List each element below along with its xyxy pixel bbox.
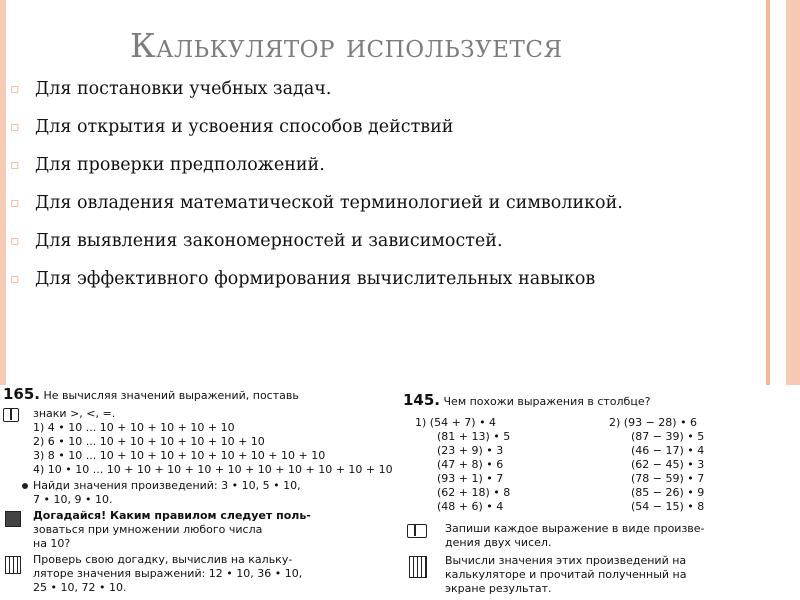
bullet-item bbox=[10, 228, 760, 266]
exercise-text: экране результат. bbox=[445, 582, 552, 595]
bullet-icon: ▫ bbox=[10, 195, 20, 211]
bullet-text: Для проверки предположений. bbox=[35, 155, 325, 175]
exercise-text: Вычисли значения этих произведений на bbox=[445, 554, 687, 567]
bullet-item bbox=[10, 190, 760, 228]
exercise-text: знаки >, <, =. bbox=[33, 407, 116, 420]
expression-item: (54 − 15) • 8 bbox=[631, 500, 705, 513]
bullet-dot-icon bbox=[22, 483, 28, 489]
exercise-145-image bbox=[403, 391, 798, 600]
bullet-icon: ▫ bbox=[10, 157, 20, 173]
exercise-text: 25 • 10, 72 • 10. bbox=[33, 581, 127, 594]
exercise-number: 145. bbox=[403, 391, 441, 409]
exercise-text: Чем похожи выражения в столбце? bbox=[443, 395, 651, 408]
bullet-item bbox=[10, 76, 760, 114]
bullet-item bbox=[10, 114, 760, 152]
expression-item: (23 + 9) • 3 bbox=[437, 444, 504, 457]
exercise-item: 3) 8 • 10 ... 10 + 10 + 10 + 10 + 10 + 10 + 10 + 10 bbox=[33, 449, 326, 462]
slide-title: Калькулятор используется bbox=[130, 26, 563, 65]
expression-item: (48 + 6) • 4 bbox=[437, 500, 504, 513]
expression-item: (62 + 18) • 8 bbox=[437, 486, 511, 499]
calculator-icon bbox=[5, 556, 21, 574]
exercise-text: Найди значения произведений: 3 • 10, 5 • 10, bbox=[33, 479, 301, 492]
exercise-text: дения двух чисел. bbox=[445, 536, 552, 549]
calculator-icon bbox=[409, 556, 427, 578]
exercise-item: 1) 4 • 10 ... 10 + 10 + 10 + 10 + 10 bbox=[33, 421, 235, 434]
exercise-165-image bbox=[3, 385, 393, 600]
bullet-item bbox=[10, 152, 760, 190]
expression-item: (87 − 39) • 5 bbox=[631, 430, 705, 443]
bullet-text: Для открытия и усвоения способов действий bbox=[35, 117, 454, 137]
bullet-item bbox=[10, 266, 760, 304]
bullet-icon: ▫ bbox=[10, 81, 20, 97]
exercise-text: ляторе значения выражений: 12 • 10, 36 • 10, bbox=[33, 567, 303, 580]
exercise-text: калькуляторе и прочитай полученный на bbox=[445, 568, 687, 581]
expression-item: 2) (93 − 28) • 6 bbox=[609, 416, 698, 429]
exercise-text: 7 • 10, 9 • 10. bbox=[33, 493, 113, 506]
exercise-text: Догадайся! Каким правилом следует поль- bbox=[33, 509, 311, 522]
exercise-text: Не вычисляя значений выражений, поставь bbox=[43, 389, 299, 402]
book-icon bbox=[407, 524, 427, 538]
exercise-item: 2) 6 • 10 ... 10 + 10 + 10 + 10 + 10 + 10 bbox=[33, 435, 265, 448]
expression-item: (81 + 13) • 5 bbox=[437, 430, 511, 443]
expression-item: (85 − 26) • 9 bbox=[631, 486, 705, 499]
slide-frame-left bbox=[0, 0, 6, 385]
bullet-text: Для овладения математической терминологией и символикой. bbox=[35, 193, 623, 213]
exercise-text: Запиши каждое выражение в виде произве- bbox=[445, 522, 705, 535]
lightbulb-icon bbox=[5, 511, 21, 527]
exercise-text: на 10? bbox=[33, 537, 71, 550]
exercise-145-heading bbox=[403, 391, 651, 409]
expression-item: (93 + 1) • 7 bbox=[437, 472, 504, 485]
bullet-text: Для постановки учебных задач. bbox=[35, 79, 332, 99]
expression-item: (47 + 8) • 6 bbox=[437, 458, 504, 471]
exercise-number: 165. bbox=[3, 385, 41, 403]
bullet-icon: ▫ bbox=[10, 119, 20, 135]
bullet-icon: ▫ bbox=[10, 233, 20, 249]
expression-item: (78 − 59) • 7 bbox=[631, 472, 705, 485]
bullet-list bbox=[10, 76, 760, 304]
exercise-text: зоваться при умножении любого числа bbox=[33, 523, 263, 536]
exercise-165-heading bbox=[3, 385, 299, 403]
slide-frame-right-line bbox=[766, 0, 770, 385]
exercise-text: Проверь свою догадку, вычислив на кальку- bbox=[33, 553, 293, 566]
expression-item: 1) (54 + 7) • 4 bbox=[415, 416, 497, 429]
slide-frame-right bbox=[786, 0, 800, 385]
expression-item: (46 − 17) • 4 bbox=[631, 444, 705, 457]
bullet-text: Для выявления закономерностей и зависимостей. bbox=[35, 231, 503, 251]
expression-item: (62 − 45) • 3 bbox=[631, 458, 705, 471]
book-icon bbox=[3, 408, 19, 422]
exercise-item: 4) 10 • 10 ... 10 + 10 + 10 + 10 + 10 + 10 + 10 + 10 + 10 + 10 bbox=[33, 463, 393, 476]
bullet-text: Для эффективного формирования вычислительных навыков bbox=[35, 269, 596, 289]
bullet-icon: ▫ bbox=[10, 271, 20, 287]
